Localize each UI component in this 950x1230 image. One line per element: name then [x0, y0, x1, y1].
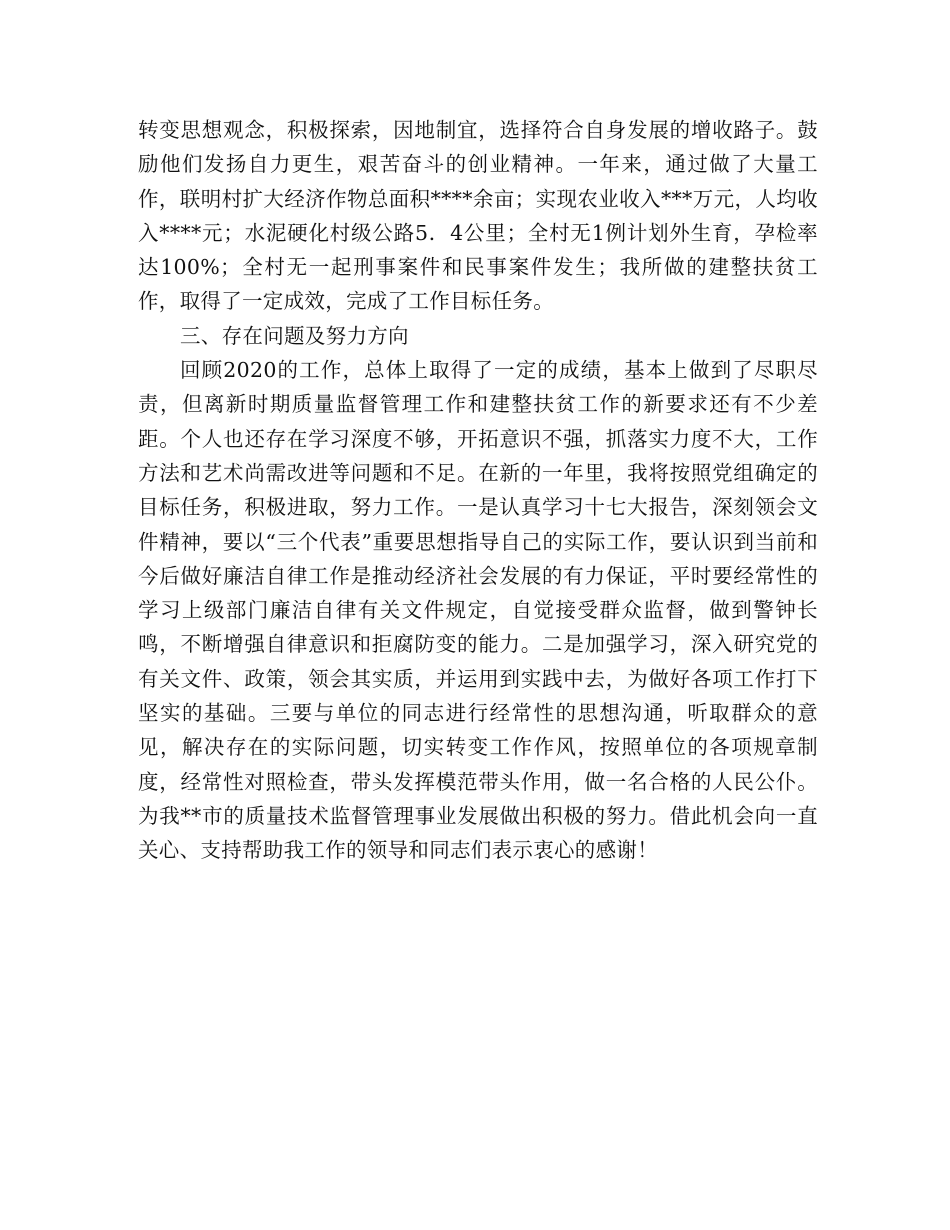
document-body	[138, 113, 818, 868]
paragraph-review: 回顾2020的工作，总体上取得了一定的成绩，基本上做到了尽职尽责，但离新时期质量监督管理工作和建整扶贫工作的新要求还有不少差距。个人也还存在学习深度不够，开拓意识不强，抓落实力度不大，工作方法和艺术尚需改进等问题和不足。在新的一年里，我将按照党组确定的目标任务，积极进取，努力工作。一是认真学习十七大报告，深刻领会文件精神，要以“三个代表”重要思想指导自己的实际工作，要认识到当前和今后做好廉洁自律工作是推动经济社会发展的有力保证，平时要经常性的学习上级部门廉洁自律有关文件规定，自觉接受群众监督，做到警钟长鸣，不断增强自律意识和拒腐防变的能力。二是加强学习，深入研究党的有关文件、政策，领会其实质，并运用到实践中去，为做好各项工作打下坚实的基础。三要与单位的同志进行经常性的思想沟通，听取群众的意见，解决存在的实际问题，切实转变工作作风，按照单位的各项规章制度，经常性对照检查，带头发挥模范带头作用，做一名合格的人民公仆。为我**市的质量技术监督管理事业发展做出积极的努力。借此机会向一直关心、支持帮助我工作的领导和同志们表示衷心的感谢！	[138, 358, 818, 863]
section-heading: 三、存在问题及努力方向	[180, 323, 409, 348]
paragraph-continuation: 转变思想观念，积极探索，因地制宜，选择符合自身发展的增收路子。鼓励他们发扬自力更生，艰苦奋斗的创业精神。一年来，通过做了大量工作，联明村扩大经济作物总面积****余亩；实现农业收入***万元，人均收入****元；水泥硬化村级公路5．4公里；全村无1例计划外生育，孕检率达100%；全村无一起刑事案件和民事案件发生；我所做的建整扶贫工作，取得了一定成效，完成了工作目标任务。	[138, 118, 818, 314]
